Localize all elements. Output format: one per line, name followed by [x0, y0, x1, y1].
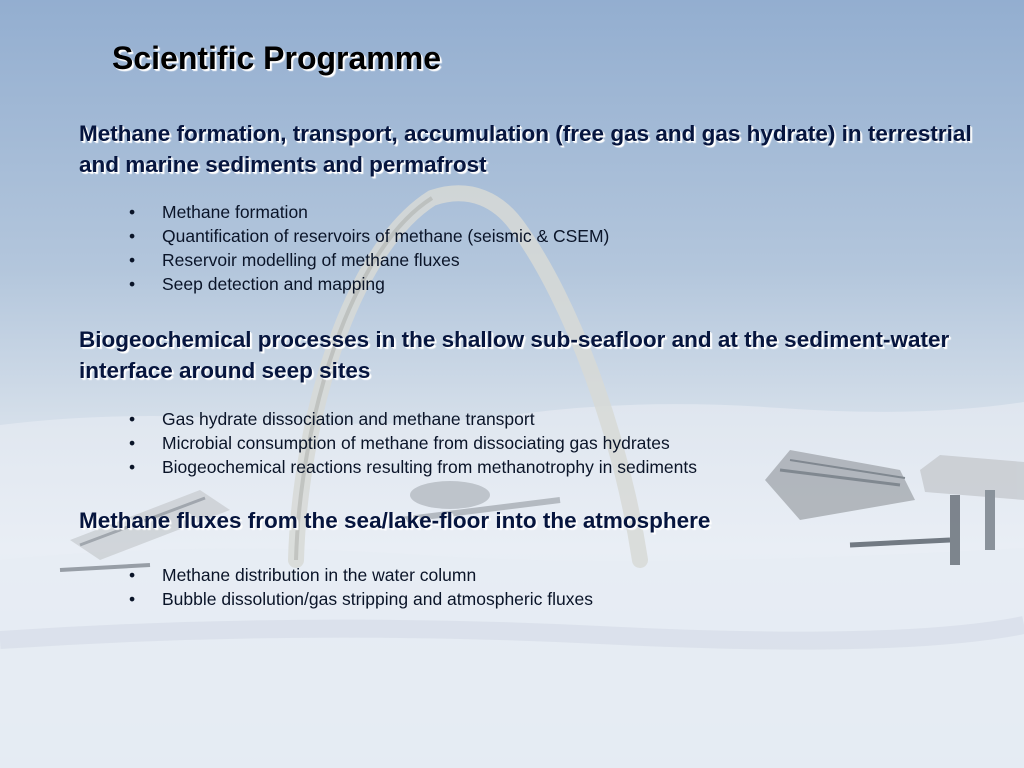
- section-methane-fluxes: [79, 505, 979, 611]
- list-item: • Bubble dissolution/gas stripping and atmospheric fluxes: [129, 589, 593, 609]
- bullet-list: [79, 200, 979, 296]
- list-item: • Biogeochemical reactions resulting from methanotrophy in sediments: [129, 457, 697, 477]
- slide-title: Scientific Programme: [112, 40, 441, 76]
- list-item: • Gas hydrate dissociation and methane transport: [129, 409, 535, 429]
- list-item: • Seep detection and mapping: [129, 274, 385, 294]
- bullet-list: [79, 407, 979, 479]
- list-item: • Microbial consumption of methane from dissociating gas hydrates: [129, 433, 670, 453]
- list-item: • Methane distribution in the water column: [129, 565, 477, 585]
- section-heading: Methane fluxes from the sea/lake-floor into the atmosphere: [79, 508, 711, 533]
- section-biogeochemical-processes: [79, 324, 979, 479]
- list-item: • Reservoir modelling of methane fluxes: [129, 250, 460, 270]
- list-item: • Methane formation: [129, 202, 308, 222]
- list-item: • Quantification of reservoirs of methane (seismic & CSEM): [129, 226, 610, 246]
- section-heading: Methane formation, transport, accumulation (free gas and gas hydrate) in terrestrial and marine sediments and permafrost: [79, 121, 972, 177]
- section-methane-formation: [79, 118, 979, 296]
- bullet-list: [79, 563, 979, 611]
- section-heading: Biogeochemical processes in the shallow sub-seafloor and at the sediment-water interface around seep sites: [79, 327, 950, 383]
